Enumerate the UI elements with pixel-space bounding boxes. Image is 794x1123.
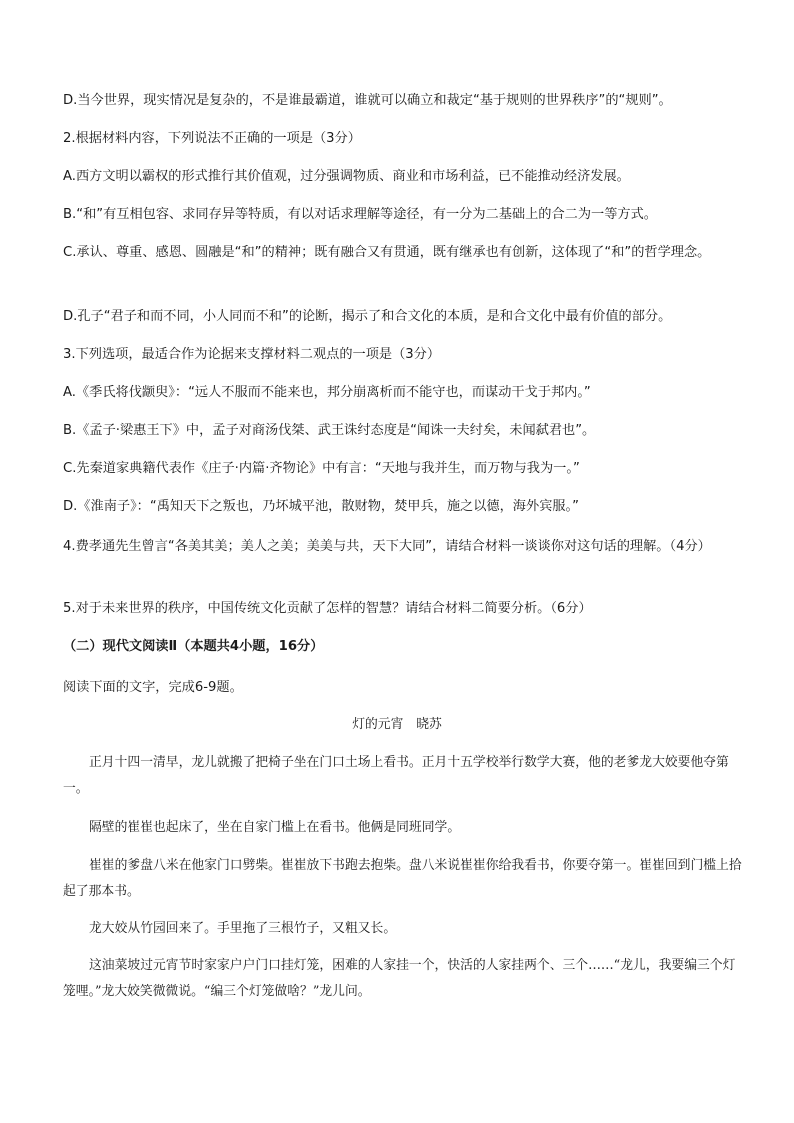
story-title: 灯的元宵 晓苏 [352, 717, 442, 732]
instruction: 阅读下面的文字，完成6-9题。 [63, 680, 243, 695]
option-b-q3: B.《孟子·梁惠王下》中，孟子对商汤伐桀、武王诛纣态度是“闻诛一夫纣矣，未闻弑君也”。 [63, 423, 596, 438]
story-paragraph: 龙大姣从竹园回来了。手里拖了三根竹子，又粗又长。 [89, 921, 397, 936]
option-d-q1: D.当今世界，现实情况是复杂的，不是谁最霸道，谁就可以确立和裁定“基于规则的世界秩序”的“规则”。 [63, 93, 672, 108]
question-3: 3.下列选项，最适合作为论据来支撑材料二观点的一项是（3分） [63, 347, 441, 362]
story-paragraph: 这油菜坡过元宵节时家家户户门口挂灯笼，困难的人家挂一个，快活的人家挂两个、三个……“龙儿，我要编三个灯笼哩。”龙大姣笑微微说。“编三个灯笼做啥？”龙儿问。 [63, 958, 736, 999]
story-paragraph: 崔崔的爹盘八米在他家门口劈柴。崔崔放下书跑去抱柴。盘八米说崔崔你给我看书，你要夺第一。崔崔回到门槛上拾起了那本书。 [63, 858, 742, 899]
option-a-q3: A.《季氏将伐颛臾》：“远人不服而不能来也，邦分崩离析而不能守也，而谋动干戈于邦内。” [63, 385, 591, 400]
section-heading: （二）现代文阅读Ⅱ（本题共4小题，16分） [63, 639, 324, 654]
option-c-q3: C.先秦道家典籍代表作《庄子·内篇·齐物论》中有言：“天地与我并生，而万物与我为一。” [63, 461, 580, 476]
option-b-q2: B.“和”有互相包容、求同存异等特质，有以对话求理解等途径，有一分为二基础上的合二为一等方式。 [63, 207, 657, 222]
option-d-q3: D.《淮南子》：“禹知天下之叛也，乃坏城平池，散财物，焚甲兵，施之以德，海外宾服。” [63, 499, 579, 514]
question-2: 2.根据材料内容，下列说法不正确的一项是（3分） [63, 131, 361, 146]
question-5: 5.对于未来世界的秩序，中国传统文化贡献了怎样的智慧？请结合材料二简要分析。（6分） [63, 601, 592, 616]
question-4: 4.费孝通先生曾言“各美其美；美人之美；美美与共，天下大同”，请结合材料一谈谈你对这句话的理解。（4分） [63, 539, 711, 554]
story-paragraph: 正月十四一清早，龙儿就搬了把椅子坐在门口土场上看书。正月十五学校举行数学大赛，他的老爹龙大姣要他夺第一。 [63, 755, 729, 796]
option-d-q2: D.孔子“君子和而不同，小人同而不和”的论断，揭示了和合文化的本质，是和合文化中最有价值的部分。 [63, 309, 672, 324]
option-a-q2: A.西方文明以霸权的形式推行其价值观，过分强调物质、商业和市场利益，已不能推动经济发展。 [63, 169, 630, 184]
story-paragraph: 隔壁的崔崔也起床了，坐在自家门槛上在看书。他俩是同班同学。 [89, 820, 461, 835]
option-c-q2: C.承认、尊重、感恩、圆融是“和”的精神；既有融合又有贯通，既有继承也有创新，这体现了“和”的哲学理念。 [63, 245, 711, 260]
